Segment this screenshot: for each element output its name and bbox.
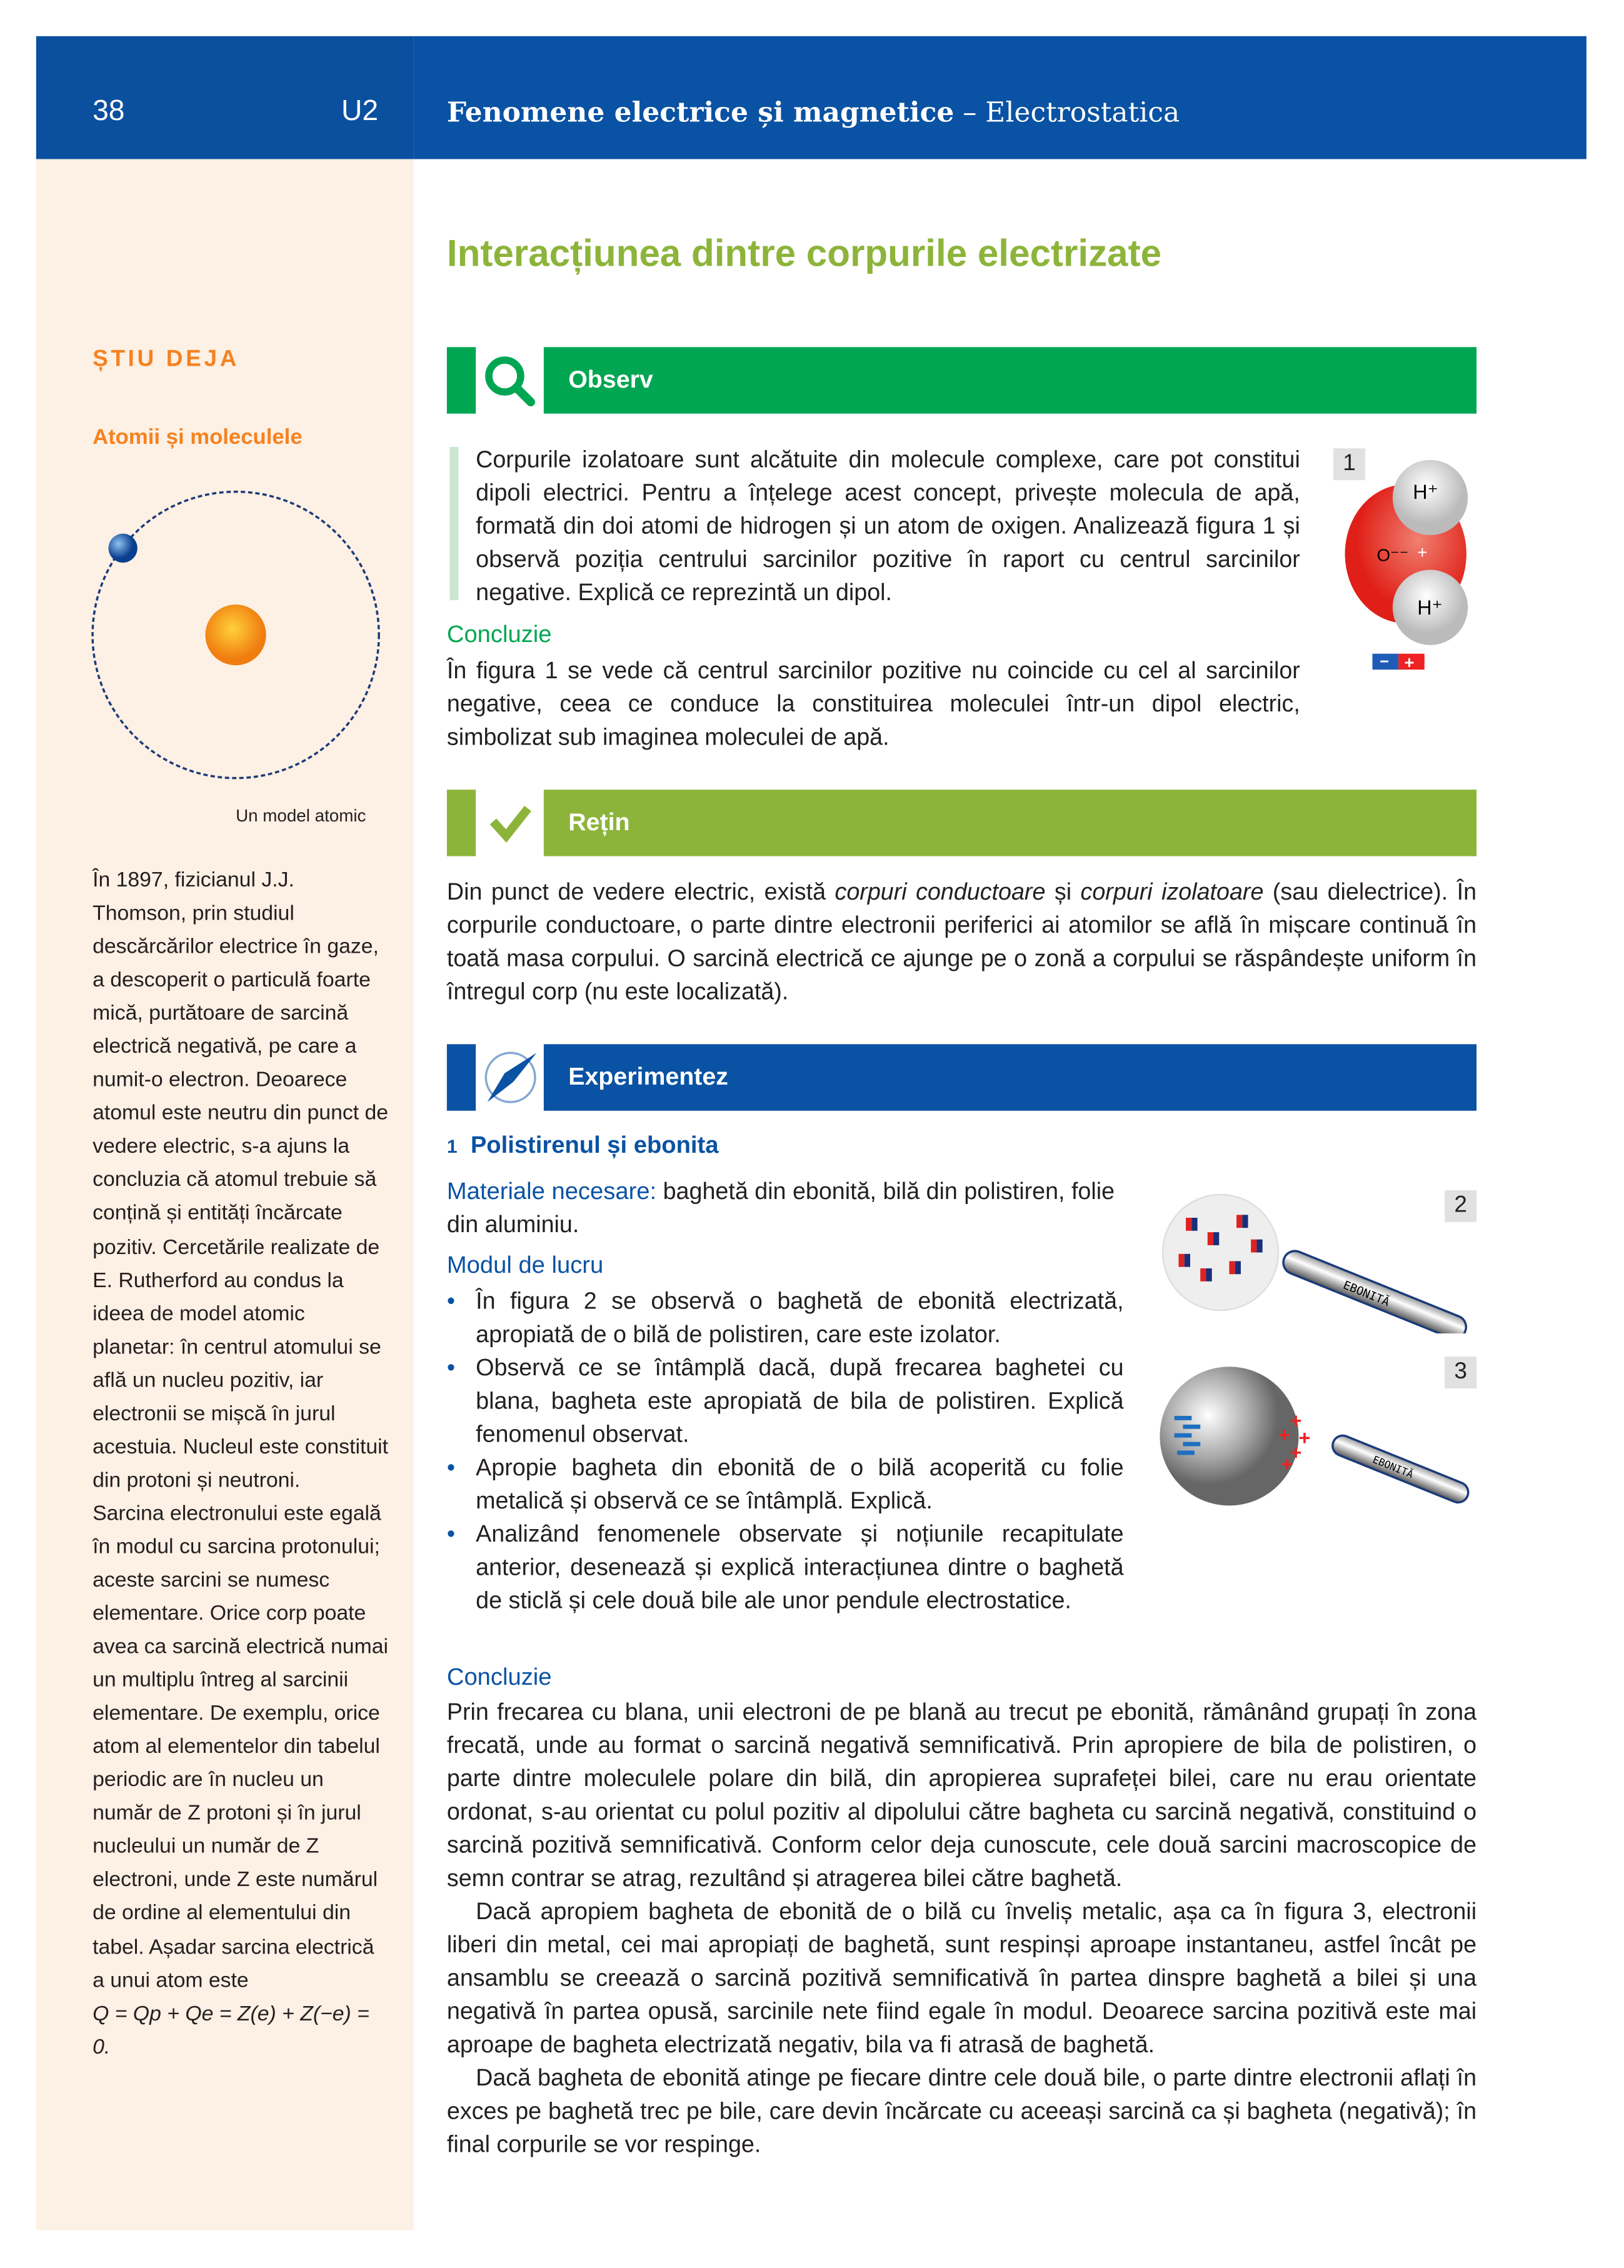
experiment-number: 1 — [446, 1135, 458, 1157]
retin-label: Rețin — [544, 790, 1476, 856]
method-step: • În figura 2 se observă o baghetă de ebonită electrizată, apropiată de o bilă de polistiren, care este izolator. — [447, 1286, 1124, 1352]
positive-center-label: + — [1417, 543, 1428, 563]
chapter-title-main: Fenomene electrice și magnetice — [446, 97, 955, 129]
materials-label: Materiale necesare: — [446, 1178, 657, 1205]
conclusion-paragraph: Dacă bagheta de ebonită atinge pe fiecare dintre cele două bile, o parte dintre electronii aflați în exces pe baghetă trec pe bile, care devin încărcate cu aceeași sarcină ca și bagheta (negativă); în final corpurile se vor respinge. — [446, 2065, 1477, 2158]
lesson-title: Interacțiunea dintre corpurile electrizate — [446, 231, 1162, 275]
nucleus — [206, 605, 266, 665]
observ-text: Corpurile izolatoare sunt alcătuite din molecule complexe, care pot constitui dipoli electrici. Pentru a înțelege acest concept, privește molecula de apă, formată din doi atomi de hidrogen și un atom de oxigen. Analizează figura 1 și observă poziția centrului sarcinilor pozitive în raport cu centrul sarcinilor negative. Explică ce reprezintă un dipol. — [476, 446, 1300, 606]
dipole-minus: − — [1380, 653, 1389, 671]
electron — [109, 534, 138, 563]
materials — [447, 1176, 1124, 1242]
experiment-title — [447, 1132, 719, 1160]
method-step: • Observă ce se întâmplă dacă, după frecarea baghetei cu blana, bagheta este apropiată de bila de polistiren. Explică fenomenul observat. — [447, 1352, 1124, 1452]
retin-text-part: Din punct de vedere electric, există — [446, 879, 835, 906]
atom-model-illustration — [87, 484, 391, 788]
svg-text:+: + — [1298, 1427, 1311, 1450]
retin-emphasis: corpuri conductoare — [835, 879, 1046, 906]
method-step: • Analizând fenomenele observate și noțiunile recapitulate anterior, desenează și explică interacțiunea dintre o baghetă de sticlă și cele două bile ale unor pendule electrostatice. — [447, 1518, 1124, 1618]
figure-number: 2 — [1445, 1190, 1476, 1222]
chapter-title — [447, 97, 1180, 129]
water-molecule-illustration — [1338, 460, 1482, 677]
checkmark-icon — [479, 790, 543, 856]
experimentez-label: Experimentez — [544, 1044, 1476, 1110]
materials-text: baghetă din ebonită, bilă din polistiren, folie din aluminiu. — [446, 1178, 1115, 1238]
method-label: Modul de lucru — [446, 1252, 604, 1279]
conclusion-paragraph: Dacă apropiem bagheta de ebonită de o bilă cu înveliș metalic, așa ca în figura 3, electronii liberi din metal, cei mai apropiați de baghetă, sunt respinși aproape instantaneu, astfel încât pe ansamblu se creează o sarcină pozitivă semnificativă în partea dinspre baghetă a bilei și una negativă în partea opusă, sarcinile nete fiind egale în modul. Deoarece sarcina pozitivă este mai aproape de bagheta electrizată negativ, bila va fi atrasă de baghetă. — [446, 1899, 1477, 2059]
method-step: • Apropie bagheta din ebonită de o bilă acoperită cu folie metalică și observă ce se întâmplă. Explică. — [447, 1452, 1124, 1518]
sidebar-heading: ȘTIU DEJA — [93, 347, 240, 372]
retin-text — [447, 876, 1476, 1010]
svg-text:+: + — [1278, 1423, 1291, 1447]
sidebar-paragraph: În 1897, fizicianul J.J. Thomson, prin studiul descărcărilor electrice în gaze, a descoperit o particulă foarte mică, purtătoare de sarcină electrică negativă, pe care a numit-o electron. Deoarece atomul este neutru din punct de vedere electric, s-a ajuns la concluzia că atomul trebuie să conțină și entități încărcate pozitiv. Cercetările realizate de E. Rutherford au condus la ideea de model atomic planetar: în centrul atomului se află un nucleu pozitiv, iar electronii se mișcă în jurul acestuia. Nucleul este constituit din protoni și neutroni. — [93, 869, 389, 1493]
polystyrene-ball-and-ebonite-rod — [1157, 1189, 1475, 1333]
figure-number: 1 — [1333, 448, 1365, 480]
charge-formula: Q = Qp + Qe = Z(e) + Z(−e) = 0. — [93, 2002, 369, 2059]
retin-text-part: și — [1045, 879, 1081, 906]
sidebar-text — [93, 865, 389, 2064]
observ-conclusion-text: În figura 1 se vede că centrul sarcinilor pozitive nu coincide cu cel al sarcinilor negative, ceea ce conduce la constituirea moleculei într-un dipol electric, simbolizat sub imaginea moleculei de apă. — [446, 658, 1300, 751]
svg-text:+: + — [1290, 1441, 1302, 1464]
dipole-plus: + — [1404, 652, 1415, 672]
experiment-name: Polistirenul și ebonita — [470, 1132, 719, 1159]
experimentez-section-header — [447, 1044, 1476, 1110]
hydrogen-label: H⁺ — [1413, 481, 1438, 504]
retin-section-header — [447, 790, 1476, 856]
sidebar-paragraph: Sarcina electronului este egală în modul cu sarcina protonului; aceste sarcini se numesc elementare. Orice corp poate avea ca sarcină electrică numai un multiplu întreg al sarcinii elementare. De exemplu, orice atom al elementelor din tabelul periodic are în nucleu un număr de Z protoni și în jurul nucleului un număr de Z electroni, unde Z este numărul de ordine al elementului din tabel. Așadar sarcina electrică a unui atom este — [93, 1502, 388, 1992]
unit-label: U2 — [341, 95, 379, 128]
compass-needle-icon — [479, 1044, 543, 1110]
retin-text-part: (sau dielectrice). În corpurile conductoare, o parte dintre electronii periferici ai atomilor se află în mișcare continuă în toată masa corpului. O sarcină electrică ce ajunge pe o zonă a corpului se răspândește uniform în întregul corp (nu este localizată). — [446, 879, 1477, 1005]
svg-text:+: + — [1281, 1452, 1293, 1475]
rod-label: EBONITĂ — [1341, 1278, 1391, 1310]
observ-section-header — [447, 347, 1476, 413]
retin-emphasis: corpuri izolatoare — [1080, 879, 1264, 906]
quote-bar — [449, 447, 458, 600]
page-number: 38 — [93, 95, 125, 128]
hydrogen-label: H⁺ — [1417, 596, 1443, 620]
metal-foil-ball-and-ebonite-rod — [1157, 1352, 1475, 1511]
conclusion-paragraph: Prin frecarea cu blana, unii electroni de pe blană au trecut pe ebonită, rămânând grupați în zona frecată, unde au format o sarcină negativă semnificativă. Prin apropiere de bila de polistiren, o parte dintre moleculele polare din bilă, din apropierea suprafeței bilei, care nu erau orientate ordonat, s-au orientat cu polul pozitiv al dipolului către bagheta cu sarcină negativă, constituind o sarcină pozitivă semnificativă. Conform celor deja cunoscute, cele două sarcini macroscopice de semn contrar se atrag, rezultând și atragerea bilei către baghetă. — [446, 1699, 1477, 1892]
sidebar-subheading: Atomii și moleculele — [93, 425, 303, 450]
rod-label: EBONITĂ — [1371, 1453, 1415, 1481]
method-steps — [447, 1286, 1124, 1618]
chapter-title-sub: – Electrostatica — [954, 97, 1180, 129]
observ-label: Observ — [544, 347, 1476, 413]
magnifier-icon — [479, 347, 543, 413]
figure-number: 3 — [1445, 1357, 1476, 1388]
observ-conclusion-label: Concluzie — [446, 621, 552, 648]
experiment-conclusion-label: Concluzie — [446, 1664, 552, 1691]
oxygen-label: O⁻⁻ — [1376, 545, 1409, 565]
atom-figure-caption: Un model atomic — [236, 805, 366, 826]
experiment-conclusion — [447, 1697, 1476, 2162]
svg-text:+: + — [1290, 1409, 1302, 1432]
